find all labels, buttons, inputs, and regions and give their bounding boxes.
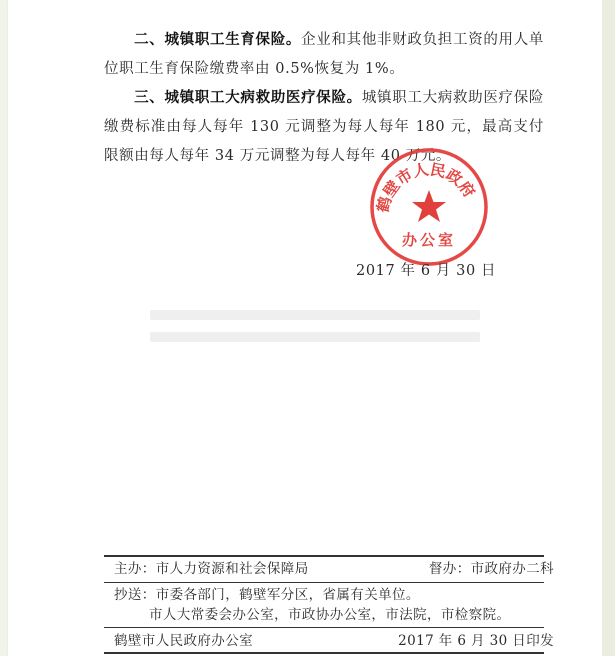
paragraph-heading: 二、城镇职工生育保险。 [134, 32, 302, 48]
footer-host-row [104, 559, 564, 579]
paragraph-text: 企业和其他非财政负担工资的用人单位职工生育保险缴费率由 0.5%恢复为 1%。 [104, 32, 544, 77]
footer-cc-block [104, 585, 544, 625]
supervising-office: 督办：市政府办二科 [428, 561, 554, 577]
svg-text:办公室: 办公室 [401, 231, 457, 249]
paragraph-heading: 三、城镇职工大病救助医疗保险。 [134, 90, 362, 106]
footer-issue-row [104, 631, 564, 651]
bleed-through-text [150, 304, 480, 364]
footer-rule-top [104, 555, 544, 557]
footer-rule [104, 627, 544, 628]
cc-line: 市人大常委会办公室，市政协办公室，市法院，市检察院。 [149, 607, 511, 623]
paragraph-text: 城镇职工大病救助医疗保险缴费标准由每人每年 130 元调整为每人每年 180 元，最高支付限额由每人每年 34 万元调整为每人每年 40 万元。 [104, 90, 545, 164]
paragraph-maternity-insurance [104, 26, 544, 84]
official-seal-icon [368, 146, 490, 268]
page-edge [602, 0, 615, 656]
svg-text:鹤壁市人民政府: 鹤壁市人民政府 [373, 160, 479, 215]
footer-rule [104, 582, 544, 583]
footer-rule-bottom [104, 652, 544, 654]
signature-date: 2017 年 6 月 30 日 [356, 263, 497, 279]
issue-date: 2017 年 6 月 30 日印发 [398, 633, 554, 649]
issuing-office: 鹤壁市人民政府办公室 [114, 633, 253, 649]
cc-line: 抄送：市委各部门，鹤壁军分区，省属有关单位。 [114, 587, 420, 603]
host-department: 主办：市人力资源和社会保障局 [114, 561, 309, 577]
